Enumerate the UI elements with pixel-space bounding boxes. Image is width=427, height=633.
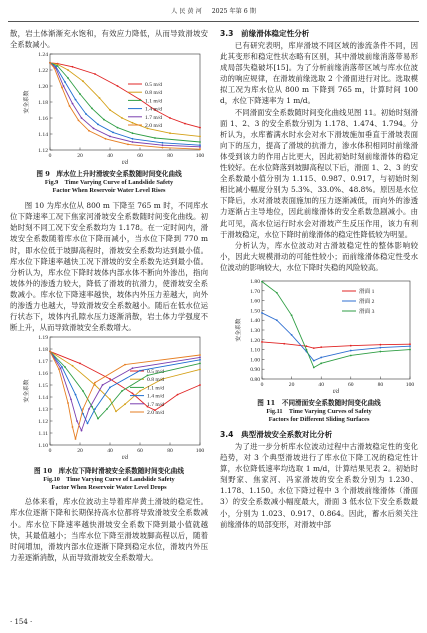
data-point — [124, 404, 126, 406]
data-point — [54, 68, 56, 70]
series-line — [50, 63, 200, 142]
data-point — [81, 117, 83, 119]
data-point — [117, 85, 119, 87]
data-point — [78, 120, 80, 122]
data-point — [199, 384, 201, 386]
x-tick-label: 20 — [77, 153, 83, 160]
legend-label: 滑面 1 — [359, 288, 375, 295]
data-point — [169, 117, 171, 119]
series-line — [50, 352, 200, 431]
x-tick-label: 0 — [48, 448, 52, 455]
data-point — [261, 281, 263, 283]
data-point — [276, 319, 278, 321]
figure-9-caption-cn: 图 9 库水位上升时滑坡安全系数随时间变化曲线 — [36, 170, 182, 179]
legend-label: 1.4 m/d — [145, 106, 163, 113]
data-point — [124, 364, 126, 366]
data-point — [76, 420, 78, 422]
legend-label: 0.5 m/d — [145, 82, 163, 89]
y-tick-label: 1.13 — [38, 407, 48, 414]
data-point — [121, 117, 123, 119]
y-tick-label: 1.11 — [38, 431, 48, 438]
y-tick-label: 1.10 — [38, 443, 48, 450]
series-line — [262, 313, 410, 361]
series-line — [50, 352, 200, 419]
x-tick-label: 100 — [195, 153, 205, 160]
x-tick-label: 60 — [137, 448, 143, 455]
caption-line: Factors for Different Sliding Surfaces — [268, 415, 370, 423]
data-point — [199, 369, 201, 371]
data-point — [199, 141, 201, 143]
paragraph: 不同滑面安全系数随时间变化曲线见图 11。初始时刻滑面 1、2、3 的安全系数分别为 1.178、1.474、1.794。分析认为，水库蓄满水时水会对水下滑坡施加垂直于滑坡表面向下的压力，提高了滑坡的抗滑力，渗水体积相同时前缘滑体受到该力的作用占比更大，因此初始时刻前缘滑体的稳定性较好。在水位降落到坡脚高程以下后，滑面 1、2、3 的安全系数最小值分别为 1.115、0.987、0.917，与初始时刻相比减小幅度分别为 5.3%、33.0%、48.8%。原因是水位下降后，水对滑坡表面施加的压力逐渐减低，而向外的渗透力逐渐占主导地位，因此前缘滑体的安全系数急剧减小。由此可见，高水位运行时水会对滑坡产生反压作用，该力有利于滑坡稳定，水位下降时前缘滑体的稳定性降低较为明显。 — [220, 107, 418, 239]
data-point — [75, 394, 77, 396]
data-point — [199, 136, 201, 138]
y-tick-label: 1.00 — [250, 357, 260, 364]
data-point — [72, 103, 74, 105]
data-point — [147, 375, 149, 377]
data-point — [67, 402, 69, 404]
figure-9-chart — [10, 50, 208, 168]
y-tick-label: 1.18 — [38, 347, 48, 354]
data-point — [132, 138, 134, 140]
data-point — [69, 105, 71, 107]
legend-label: 1.4 m/d — [147, 393, 165, 400]
data-point — [75, 438, 77, 440]
y-tick-label: 1.40 — [250, 318, 260, 325]
plot-frame — [50, 54, 200, 150]
data-point — [306, 349, 308, 351]
data-point — [306, 345, 308, 347]
data-point — [162, 147, 164, 149]
data-point — [91, 108, 93, 110]
caption-line: Factor When Reservoir Water Level Rises — [52, 187, 166, 195]
data-point — [85, 113, 87, 115]
data-point — [82, 408, 84, 410]
data-point — [57, 64, 59, 66]
y-tick-label: 1.80 — [250, 278, 260, 285]
series-line — [50, 352, 200, 411]
data-point — [49, 62, 51, 64]
data-point — [63, 85, 65, 87]
data-point — [283, 343, 285, 345]
x-tick-label: 80 — [167, 153, 173, 160]
paragraph: 为了进一步分析库水位波动过程中古滑坡稳定性的变化趋势，对 3 个典型滑坡进行了库水位下降工况的稳定性计算，水位降低速率均选取 1 m/d，计算结果见表 2。初始时刻野家、焦家河、冯家滑坡的安全系数分别为 1.230、1.178、1.150。水位下降过程中 3 个滑坡前缘滑体（滑面 3）的安全系数减小幅度最大，滑面 3 低水位下安全系数最小，分别为 1.023、0.917、0.864。因此，蓄水后须关注前缘滑体的局部变形，对滑坡中部 — [220, 441, 418, 529]
data-point — [350, 355, 352, 357]
y-tick-label: 1.16 — [38, 371, 48, 378]
left-column — [10, 28, 208, 563]
right-column — [220, 28, 418, 530]
y-axis-label: 安全系数 — [24, 90, 30, 114]
data-point — [139, 390, 141, 392]
data-point — [199, 363, 201, 365]
legend-label: 0.8 m/d — [147, 377, 165, 384]
legend-label: 2.0 m/d — [147, 410, 165, 417]
y-tick-label: 0.90 — [250, 367, 260, 374]
caption-line: Fig.9 Time Varying Curve of Landslide Safety — [44, 179, 174, 187]
data-point — [276, 292, 278, 294]
data-point — [350, 350, 352, 352]
paragraph: 已有研究表明，库岸滑坡不同区域的渗流条件不同，因此其变形和稳定性状态略有区别，其中滑坡前缘消落带易形成局部失稳破坏[15]。为了分析前缘消落带区域与库水位波动的响应规律，在滑坡前缘选取 2 个滑面进行对比。选取模拟工况为库水位从 800 m 下降到 765 m，计算时间 100 d，水位下降速率为 1 m/d。 — [220, 41, 418, 106]
data-point — [97, 124, 99, 126]
journal-name: 人 民 黄 河 — [171, 8, 202, 15]
data-point — [380, 347, 382, 349]
data-point — [409, 343, 411, 345]
caption-line: Factor When Reservoir Water Level Drops — [51, 484, 167, 492]
data-point — [94, 73, 96, 75]
data-point — [87, 423, 89, 425]
x-tick-label: 0 — [48, 153, 52, 160]
data-point — [88, 130, 90, 132]
y-tick-label: 1.12 — [38, 148, 48, 155]
caption-line: Fig.11 Time Varying Curves of Safety — [266, 407, 372, 415]
x-axis-label: t/d — [121, 160, 129, 167]
data-point — [139, 370, 141, 372]
data-point — [49, 351, 51, 353]
data-point — [199, 359, 201, 361]
data-point — [132, 393, 134, 395]
y-tick-label: 1.14 — [38, 395, 48, 402]
x-tick-label: 20 — [77, 448, 83, 455]
y-tick-label: 1.12 — [38, 419, 48, 426]
section-heading-3-4: 3.4 典型滑坡安全系数对比分析 — [220, 429, 333, 439]
x-tick-label: 60 — [137, 153, 143, 160]
data-point — [82, 390, 84, 392]
data-point — [409, 345, 411, 347]
data-point — [291, 334, 293, 336]
data-point — [199, 354, 201, 356]
x-tick-label: 80 — [377, 381, 384, 388]
y-tick-label: 1.50 — [250, 308, 260, 315]
y-tick-label: 1.18 — [38, 100, 48, 107]
data-point — [72, 365, 74, 367]
paragraph: 分析认为，库水位波动对古滑坡稳定性的整体影响较小，因此大规模滑动的可能性较小；而前缘滑体稳定性受水位波动的影响较大，水位下降时失稳的风险较高。 — [220, 240, 418, 272]
x-tick-label: 40 — [318, 381, 324, 388]
data-point — [380, 351, 382, 353]
data-point — [117, 127, 119, 129]
y-axis-label: 安全系数 — [24, 379, 30, 403]
data-point — [291, 314, 293, 316]
y-tick-label: 1.10 — [250, 347, 260, 354]
data-point — [105, 138, 107, 140]
section-heading-3-3: 3.3 前缘滑体稳定性分析 — [220, 29, 310, 38]
y-tick-label: 1.20 — [38, 84, 48, 91]
data-point — [72, 66, 74, 68]
figure-10-caption-en — [10, 476, 208, 492]
data-point — [61, 366, 63, 368]
data-point — [102, 384, 104, 386]
data-point — [109, 399, 111, 401]
y-tick-label: 1.14 — [38, 132, 48, 139]
data-point — [70, 399, 72, 401]
caption-line: Fig.10 Time Varying Curve of Landslide Safety — [43, 476, 175, 484]
data-point — [199, 146, 201, 148]
data-point — [320, 357, 322, 359]
legend-label: 2.0 m/d — [145, 123, 163, 130]
data-point — [97, 418, 99, 420]
data-point — [169, 132, 171, 134]
data-point — [58, 369, 60, 371]
data-point — [94, 408, 96, 410]
data-point — [162, 144, 164, 146]
data-point — [132, 141, 134, 143]
x-tick-label: 0 — [260, 381, 264, 388]
data-point — [199, 148, 201, 150]
figure-10-chart — [10, 333, 208, 465]
data-point — [184, 123, 186, 125]
data-point — [109, 378, 111, 380]
figure-11-caption-cn: 图 11 不同滑面安全系数随时间变化曲线 — [257, 398, 381, 407]
paragraph: 总体来看，库水位波动主导着库岸黄土滑坡的稳定性。库水位逐渐下降和长期保持高水位都将导致滑坡安全系数减小。库水位下降速率越快滑坡安全系数下降到最小值就越快，其最值越小；当库水位下降至滑坡坡脚高程以后，随着时间增加，滑坡内部水位逐渐下降到稳定水位，滑坡内外压力差逐渐消散，从而导致滑坡安全系数增大。 — [10, 497, 208, 562]
data-point — [109, 136, 111, 138]
y-tick-label: 1.16 — [38, 116, 48, 123]
data-point — [162, 142, 164, 144]
data-point — [313, 367, 315, 369]
series-line — [262, 282, 410, 368]
data-point — [199, 144, 201, 146]
data-point — [109, 109, 111, 111]
running-header — [0, 6, 427, 20]
data-point — [121, 390, 123, 392]
legend-label: 1.7 m/d — [145, 114, 163, 121]
x-tick-label: 60 — [348, 381, 354, 388]
data-point — [112, 132, 114, 134]
x-axis-label: t/d — [332, 388, 340, 395]
data-point — [81, 430, 83, 432]
data-point — [115, 411, 117, 413]
data-point — [154, 137, 156, 139]
legend-label: 0.5 m/d — [147, 369, 165, 376]
legend-label: 1.1 m/d — [147, 385, 165, 392]
data-point — [91, 406, 93, 408]
y-tick-label: 1.19 — [38, 335, 48, 342]
data-point — [64, 366, 66, 368]
data-point — [177, 394, 179, 396]
data-point — [320, 362, 322, 364]
x-tick-label: 40 — [107, 448, 113, 455]
y-tick-label: 1.24 — [38, 52, 48, 59]
y-tick-label: 1.20 — [250, 337, 260, 344]
figure-9-caption-en — [10, 179, 208, 195]
x-tick-label: 20 — [288, 381, 295, 388]
issue-label: 2025 年第 6 期 — [211, 8, 256, 15]
paragraph: 散，岩土体渐渐充水饱和，有效应力降低，从而导致滑坡安全系数减小。 — [10, 29, 208, 50]
figure-10-caption-cn: 图 10 库水位下降时滑坡安全系数随时间变化曲线 — [34, 467, 184, 476]
data-point — [313, 347, 315, 349]
paragraph: 图 10 为库水位从 800 m 下降至 765 m 时，不同库水位下降速率工况下焦家河滑坡安全系数随时间变化曲线。初始时刻不同工况下安全系数均为 1.178。在一定时间内，滑坡安全系数随着库水位下降而减小，当水位下降到 770 m 时，即水位低于坡脚高程时，滑坡安全系数均达到最小值。库水位下降速率越快工况下滑坡的安全系数先达到最小值。分析认为，库水位下降时坡体内部水体不断向外渗出，指向坡体外的渗透力较大，降低了滑坡的抗滑力，使滑坡安全系数减小。库水位下降速率越快，坡体内外压力差越大，向外的渗透力也越大，导致滑坡安全系数越小。随后在低水位运行状态下，坡体内孔隙水压力逐渐消散，岩土体力学强度不断上升，从而导致滑坡安全系数增大。 — [10, 201, 208, 333]
data-point — [67, 77, 69, 79]
data-point — [261, 341, 263, 343]
data-point — [380, 344, 382, 346]
y-tick-label: 0.80 — [250, 376, 260, 383]
y-tick-label: 1.22 — [38, 68, 48, 75]
y-tick-label: 1.60 — [250, 298, 260, 305]
y-tick-label: 1.30 — [250, 327, 260, 334]
legend-label: 0.8 m/d — [145, 90, 163, 97]
legend-label: 滑面 2 — [359, 298, 375, 305]
y-tick-label: 1.70 — [250, 288, 260, 295]
y-tick-label: 1.15 — [38, 383, 48, 390]
legend-label: 1.7 m/d — [147, 402, 165, 409]
data-point — [106, 408, 108, 410]
data-point — [132, 122, 134, 124]
data-point — [79, 93, 81, 95]
data-point — [79, 363, 81, 365]
data-point — [127, 144, 129, 146]
data-point — [82, 80, 84, 82]
page-number: · 154 · — [10, 618, 33, 626]
y-axis-label: 安全系数 — [236, 318, 242, 342]
data-point — [67, 69, 69, 71]
data-point — [199, 357, 201, 359]
y-tick-label: 1.17 — [38, 359, 48, 366]
data-point — [64, 81, 66, 83]
x-tick-label: 80 — [167, 448, 173, 455]
data-point — [409, 349, 411, 351]
data-point — [99, 97, 101, 99]
data-point — [88, 408, 90, 410]
data-point — [261, 312, 263, 314]
data-point — [94, 382, 96, 384]
data-point — [132, 132, 134, 134]
series-line — [50, 352, 200, 424]
x-tick-label: 100 — [405, 381, 415, 388]
data-point — [132, 368, 134, 370]
plot-frame — [262, 281, 410, 379]
data-point — [313, 360, 315, 362]
data-point — [350, 345, 352, 347]
legend-label: 滑面 3 — [359, 308, 375, 315]
data-point — [75, 99, 77, 101]
data-point — [93, 128, 95, 130]
series-line — [50, 63, 200, 137]
data-point — [320, 346, 322, 348]
x-tick-label: 100 — [195, 448, 205, 455]
figure-11-caption-en — [220, 408, 418, 424]
data-point — [72, 426, 74, 428]
data-point — [60, 368, 62, 370]
x-tick-label: 40 — [107, 153, 113, 160]
x-axis-label: t/d — [121, 455, 129, 462]
data-point — [109, 387, 111, 389]
data-point — [103, 119, 105, 121]
legend-label: 1.1 m/d — [145, 98, 163, 105]
data-point — [61, 87, 63, 89]
header-rule — [8, 21, 419, 22]
data-point — [199, 127, 201, 129]
figure-11-chart — [220, 277, 418, 397]
